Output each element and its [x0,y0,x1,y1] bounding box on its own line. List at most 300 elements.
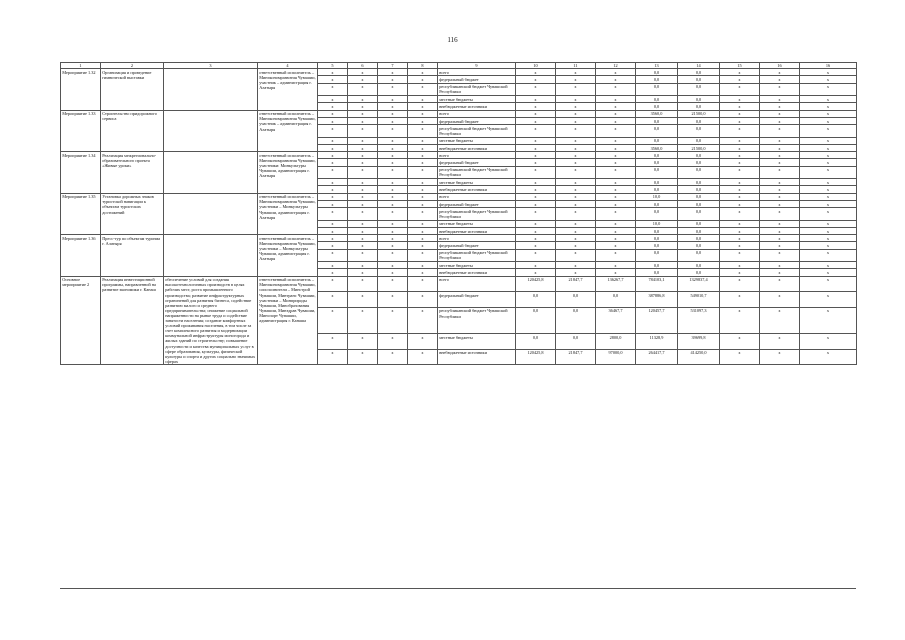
value-cell: 0,0 [678,208,720,220]
value-cell: x [720,208,760,220]
column-header: 15 [720,63,760,69]
value-cell: x [596,166,636,178]
funding-source-cell: всего [438,235,516,242]
value-cell: x [760,307,800,333]
measure-number-cell: Основное мероприятие 2 [61,276,101,365]
code-cell: x [348,96,378,103]
value-cell: x [720,349,760,365]
code-cell: x [378,200,408,207]
code-cell: x [378,292,408,308]
funding-source-cell: местные бюджеты [438,262,516,269]
value-cell: x [760,76,800,83]
funding-source-cell: местные бюджеты [438,220,516,227]
code-cell: x [378,249,408,261]
code-cell: x [318,110,348,117]
value-cell: 0,0 [636,166,678,178]
funding-source-cell: внебюджетные источники [438,103,516,110]
objective-cell [164,152,258,194]
value-cell: 0,0 [636,269,678,276]
code-cell: x [318,76,348,83]
code-cell: x [318,292,348,308]
value-cell: x [516,186,556,193]
value-cell: 414250,0 [678,349,720,365]
measure-number-cell: Мероприятие 1.36 [61,235,101,277]
value-cell: x [516,220,556,227]
value-cell: 0,0 [516,292,556,308]
value-cell: x [516,242,556,249]
code-cell: x [378,103,408,110]
code-cell: x [348,117,378,124]
table-row [61,110,857,117]
value-cell: 120457,7 [636,307,678,333]
code-cell: x [348,292,378,308]
value-cell: x [760,186,800,193]
code-cell: x [378,152,408,159]
code-cell: x [348,262,378,269]
value-cell: x [516,200,556,207]
measure-title-cell: Строительство придорожного сервиса [101,110,164,152]
value-cell: x [596,186,636,193]
code-cell: x [318,166,348,178]
value-cell: x [516,96,556,103]
value-cell: x [760,103,800,110]
code-cell: x [408,292,438,308]
value-cell: x [556,144,596,151]
code-cell: x [408,125,438,137]
value-cell: x [556,152,596,159]
value-cell: 0,0 [636,242,678,249]
value-cell: x [516,235,556,242]
funding-source-cell: федеральный бюджет [438,117,516,124]
code-cell: x [408,152,438,159]
code-cell: x [348,334,378,350]
value-cell: 136267,7 [596,276,636,292]
measure-title-cell: Пресс-тур по объектам туризма г. Алатыря [101,235,164,277]
value-cell: x [760,220,800,227]
value-cell: x [720,125,760,137]
code-cell: x [378,242,408,249]
value-cell: x [556,159,596,166]
value-cell: x [596,76,636,83]
value-cell: x [760,235,800,242]
value-cell: x [556,103,596,110]
value-cell: x [556,193,596,200]
value-cell: x [760,334,800,350]
value-cell: x [516,103,556,110]
value-cell: 0,0 [556,334,596,350]
value-cell: x [800,96,857,103]
code-cell: x [318,249,348,261]
value-cell: 10,0 [636,193,678,200]
value-cell: 0,0 [636,235,678,242]
code-cell: x [348,235,378,242]
value-cell: x [516,69,556,76]
value-cell: 0,0 [678,166,720,178]
code-cell: x [408,144,438,151]
value-cell: 0,0 [636,186,678,193]
value-cell: x [760,117,800,124]
code-cell: x [408,83,438,95]
value-cell: x [800,208,857,220]
value-cell: x [720,83,760,95]
code-cell: x [408,220,438,227]
value-cell: x [800,179,857,186]
value-cell: x [596,152,636,159]
value-cell: x [720,152,760,159]
funding-source-cell: республиканский бюджет Чувашской Республики [438,208,516,220]
value-cell: 21847,7 [556,349,596,365]
value-cell: x [556,200,596,207]
value-cell: x [760,349,800,365]
value-cell: x [760,262,800,269]
code-cell: x [348,103,378,110]
code-cell: x [378,125,408,137]
code-cell: x [378,159,408,166]
code-cell: x [408,166,438,178]
value-cell: x [556,220,596,227]
value-cell: x [516,166,556,178]
value-cell: x [556,83,596,95]
column-header: 7 [378,63,408,69]
value-cell: x [800,349,857,365]
value-cell: x [720,220,760,227]
funding-source-cell: федеральный бюджет [438,242,516,249]
value-cell: 1329837,4 [678,276,720,292]
value-cell: x [596,117,636,124]
value-cell: 0,0 [636,152,678,159]
value-cell: 531097,3 [678,307,720,333]
measure-title-cell: Реализация межрегионально-образовательного проекта «Живые уроки» [101,152,164,194]
funding-source-cell: федеральный бюджет [438,200,516,207]
value-cell: x [800,235,857,242]
code-cell: x [318,276,348,292]
value-cell: x [800,186,857,193]
value-cell: x [800,292,857,308]
value-cell: x [516,137,556,144]
code-cell: x [378,179,408,186]
value-cell: x [760,208,800,220]
value-cell: x [720,179,760,186]
code-cell: x [378,69,408,76]
objective-cell [164,193,258,235]
value-cell: x [800,262,857,269]
value-cell: x [720,269,760,276]
value-cell: x [720,96,760,103]
value-cell: 0,0 [636,179,678,186]
code-cell: x [408,249,438,261]
value-cell: x [556,235,596,242]
funding-source-cell: внебюджетные источники [438,349,516,365]
value-cell: x [596,269,636,276]
code-cell: x [348,276,378,292]
value-cell: x [760,193,800,200]
code-cell: x [318,208,348,220]
value-cell: x [720,110,760,117]
code-cell: x [348,83,378,95]
value-cell: x [800,144,857,151]
code-cell: x [408,110,438,117]
value-cell: x [556,76,596,83]
funding-source-cell: республиканский бюджет Чувашской Республики [438,83,516,95]
funding-source-cell: федеральный бюджет [438,292,516,308]
column-header: 8 [408,63,438,69]
value-cell: x [556,208,596,220]
code-cell: x [408,117,438,124]
code-cell: x [348,137,378,144]
value-cell: x [720,249,760,261]
column-header: 3 [164,63,258,69]
value-cell: x [596,235,636,242]
code-cell: x [408,96,438,103]
value-cell: x [800,276,857,292]
code-cell: x [378,262,408,269]
code-cell: x [378,220,408,227]
value-cell: x [720,137,760,144]
funding-source-cell: республиканский бюджет Чувашской Республики [438,249,516,261]
code-cell: x [378,269,408,276]
column-header: 6 [348,63,378,69]
executor-cell: ответственный исполнитель – Минэкономразвития Чувашии, участники: Минкультуры Чувашии, администрация г. Алатыря [258,152,318,194]
value-cell: 21500,0 [678,144,720,151]
value-cell: x [800,137,857,144]
code-cell: x [408,200,438,207]
code-cell: x [348,159,378,166]
value-cell: x [596,96,636,103]
value-cell: x [760,96,800,103]
code-cell: x [378,144,408,151]
funding-source-cell: внебюджетные источники [438,186,516,193]
value-cell: x [596,193,636,200]
value-cell: x [760,227,800,234]
column-header: 16 [760,63,800,69]
value-cell: x [800,166,857,178]
column-header: 11 [556,63,596,69]
value-cell: 0,0 [678,152,720,159]
code-cell: x [318,227,348,234]
measure-number-cell: Мероприятие 1.35 [61,193,101,235]
code-cell: x [348,179,378,186]
objective-cell [164,69,258,111]
value-cell: x [556,249,596,261]
table-body [61,69,857,365]
value-cell: 39699,8 [678,334,720,350]
code-cell: x [378,186,408,193]
value-cell: x [720,276,760,292]
executor-cell: ответственный исполнитель – Минэкономразвития Чувашии, участник – администрация г. Алатыря [258,110,318,152]
executor-cell: ответственный исполнитель – Минэкономразвития Чувашии, соисполнители – Минстрой Чувашии, Минтранс Чувашии, участники – Минприроды Чувашии, Минобразования Чувашии, Минздрав Чувашии, Минспорт Чувашии, администрация г. Канаша [258,276,318,365]
value-cell: x [596,242,636,249]
value-cell: x [760,137,800,144]
value-cell: x [800,220,857,227]
value-cell: x [760,276,800,292]
code-cell: x [408,227,438,234]
value-cell: 0,0 [636,125,678,137]
value-cell: x [596,144,636,151]
value-cell: 0,0 [516,307,556,333]
value-cell: x [556,69,596,76]
funding-source-cell: федеральный бюджет [438,76,516,83]
code-cell: x [378,137,408,144]
value-cell: x [800,117,857,124]
value-cell: x [596,69,636,76]
value-cell: x [516,227,556,234]
value-cell: x [760,242,800,249]
bottom-rule [60,588,856,589]
measure-title-cell: Установка дорожных знаков туристской навигации к объектам туристских достижений [101,193,164,235]
value-cell: 784103,1 [636,276,678,292]
funding-source-cell: внебюджетные источники [438,227,516,234]
code-cell: x [408,208,438,220]
code-cell: x [378,208,408,220]
funding-source-cell: всего [438,110,516,117]
code-cell: x [348,349,378,365]
value-cell: x [556,242,596,249]
code-cell: x [408,235,438,242]
funding-source-cell: местные бюджеты [438,334,516,350]
value-cell: x [800,334,857,350]
funding-source-cell: всего [438,276,516,292]
value-cell: 0,0 [678,193,720,200]
code-cell: x [408,193,438,200]
value-cell: x [760,249,800,261]
value-cell: x [556,227,596,234]
code-cell: x [378,96,408,103]
value-cell: 0,0 [678,235,720,242]
value-cell: x [596,103,636,110]
value-cell: x [516,179,556,186]
value-cell: 3560,0 [636,110,678,117]
value-cell: x [596,125,636,137]
funding-source-cell: местные бюджеты [438,179,516,186]
value-cell: 21847,7 [556,276,596,292]
value-cell: 97000,0 [596,349,636,365]
value-cell: x [800,200,857,207]
value-cell: x [516,249,556,261]
code-cell: x [378,349,408,365]
executor-cell: ответственный исполнитель – Минэкономразвития Чувашии, участник – администрация г. Алатыря [258,69,318,111]
value-cell: x [720,69,760,76]
value-cell: 0,0 [556,292,596,308]
measure-number-cell: Мероприятие 1.32 [61,69,101,111]
value-cell: 0,0 [516,334,556,350]
code-cell: x [348,144,378,151]
value-cell: x [516,208,556,220]
code-cell: x [318,349,348,365]
objective-cell [164,110,258,152]
code-cell: x [378,307,408,333]
code-cell: x [318,137,348,144]
value-cell: 0,0 [636,200,678,207]
value-cell: 0,0 [678,269,720,276]
value-cell: x [516,144,556,151]
table-row [61,69,857,76]
code-cell: x [318,200,348,207]
column-header: 9 [438,63,516,69]
value-cell: x [760,125,800,137]
value-cell: x [760,110,800,117]
code-cell: x [408,349,438,365]
code-cell: x [348,193,378,200]
code-cell: x [318,242,348,249]
column-header: 13 [636,63,678,69]
code-cell: x [348,186,378,193]
value-cell: x [760,144,800,151]
code-cell: x [318,69,348,76]
value-cell: x [720,200,760,207]
value-cell: 0,0 [678,96,720,103]
value-cell: x [800,249,857,261]
value-cell: x [720,262,760,269]
code-cell: x [408,186,438,193]
value-cell: x [720,292,760,308]
executor-cell: ответственный исполнитель – Минэкономразвития Чувашии, участники – Минкультуры Чувашии, администрация г. Алатыря [258,193,318,235]
value-cell: 0,0 [636,69,678,76]
value-cell: x [556,186,596,193]
code-cell: x [318,152,348,159]
value-cell: 0,0 [636,103,678,110]
value-cell: x [516,110,556,117]
value-cell: x [800,152,857,159]
column-header: 14 [678,63,720,69]
value-cell: x [516,117,556,124]
funding-source-cell: республиканский бюджет Чувашской Республики [438,166,516,178]
value-cell: x [720,235,760,242]
value-cell: 264417,7 [636,349,678,365]
value-cell: 11328,9 [636,334,678,350]
value-cell: x [596,262,636,269]
value-cell: x [596,249,636,261]
value-cell: 36467,7 [596,307,636,333]
code-cell: x [348,249,378,261]
code-cell: x [408,276,438,292]
value-cell: x [596,83,636,95]
measure-title-cell: Реализация инвестиционной программы, направленной на развитие экономики г. Канаш [101,276,164,365]
value-cell: x [516,269,556,276]
value-cell: x [720,227,760,234]
value-cell: x [800,307,857,333]
code-cell: x [348,269,378,276]
value-cell: 0,0 [678,220,720,227]
code-cell: x [318,193,348,200]
funding-source-cell: внебюджетные источники [438,144,516,151]
code-cell: x [318,220,348,227]
value-cell: 0,0 [556,307,596,333]
code-cell: x [348,200,378,207]
value-cell: 0,0 [678,262,720,269]
code-cell: x [378,193,408,200]
code-cell: x [378,110,408,117]
value-cell: x [596,110,636,117]
value-cell: x [720,242,760,249]
funding-source-cell: всего [438,152,516,159]
value-cell: x [516,152,556,159]
value-cell: 0,0 [596,292,636,308]
value-cell: x [760,159,800,166]
code-cell: x [318,144,348,151]
column-header: 10 [516,63,556,69]
code-cell: x [318,262,348,269]
code-cell: x [318,334,348,350]
code-cell: x [408,76,438,83]
value-cell: 0,0 [636,96,678,103]
value-cell: 0,0 [678,137,720,144]
objective-cell [164,235,258,277]
column-header: 12 [596,63,636,69]
value-cell: x [720,186,760,193]
funding-source-cell: местные бюджеты [438,137,516,144]
code-cell: x [408,137,438,144]
value-cell: 0,0 [678,179,720,186]
